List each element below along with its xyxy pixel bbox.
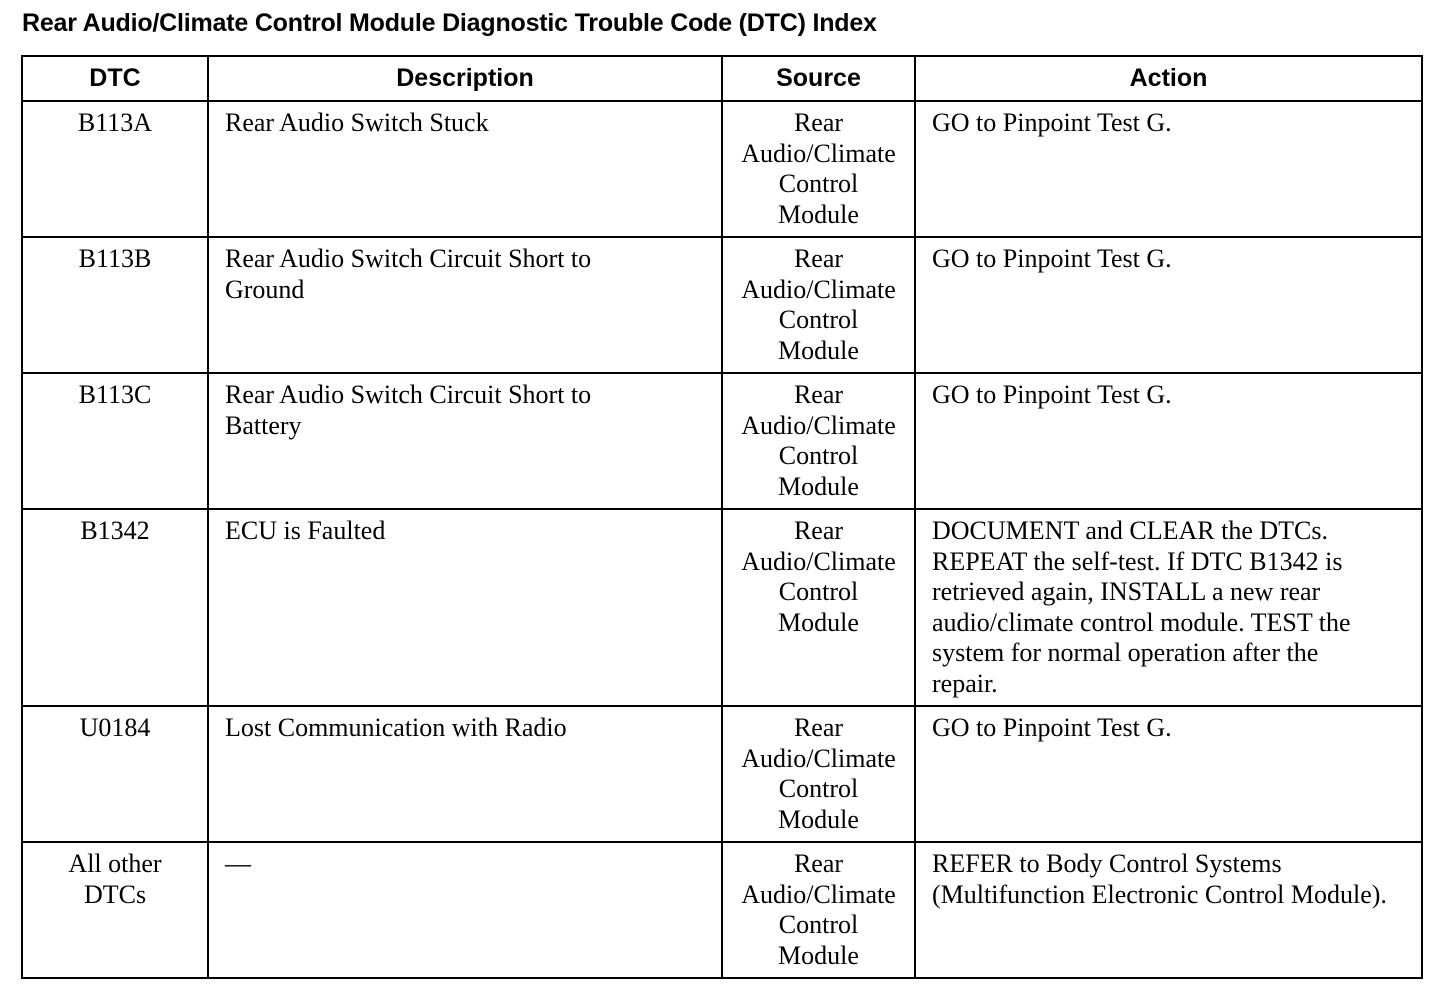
dtc-description: Rear Audio Switch Circuit Short to Ground [225, 244, 592, 304]
dtc-code: U0184 [79, 713, 151, 742]
description-cell [208, 373, 722, 509]
table-row [22, 509, 1422, 706]
dtc-index-table [21, 55, 1423, 979]
dtc-description: ECU is Faulted [225, 516, 386, 545]
dtc-description: Lost Communication with Radio [225, 713, 567, 742]
dtc-action: GO to Pinpoint Test G. [932, 108, 1172, 137]
dtc-code: B1342 [80, 516, 150, 545]
source-cell [722, 706, 915, 842]
dtc-description: Rear Audio Switch Circuit Short to Battery [225, 380, 592, 440]
table-row [22, 101, 1422, 237]
action-cell [915, 373, 1422, 509]
header-action: Action [915, 56, 1422, 101]
source-cell [722, 237, 915, 373]
dtc-code-cell [22, 101, 208, 237]
description-cell [208, 509, 722, 706]
table-header-row [22, 56, 1422, 101]
description-cell [208, 706, 722, 842]
dtc-action: GO to Pinpoint Test G. [932, 244, 1172, 273]
action-cell [915, 842, 1422, 978]
dtc-description: Rear Audio Switch Stuck [225, 108, 489, 137]
dtc-source: Rear Audio/Climate Control Module [741, 108, 896, 229]
table-row [22, 842, 1422, 978]
dtc-source: Rear Audio/Climate Control Module [741, 849, 896, 970]
action-cell [915, 237, 1422, 373]
dtc-code-cell [22, 373, 208, 509]
dtc-code: B113C [78, 380, 152, 409]
source-cell [722, 842, 915, 978]
header-source: Source [722, 56, 915, 101]
source-cell [722, 373, 915, 509]
dtc-action: GO to Pinpoint Test G. [932, 713, 1172, 742]
table-row [22, 706, 1422, 842]
action-cell [915, 706, 1422, 842]
dtc-source: Rear Audio/Climate Control Module [741, 244, 896, 365]
action-cell [915, 509, 1422, 706]
dtc-code-cell [22, 706, 208, 842]
dtc-action: REFER to Body Control Systems (Multifunction Electronic Control Module). [932, 849, 1387, 909]
dtc-code-cell [22, 842, 208, 978]
description-cell [208, 842, 722, 978]
dtc-source: Rear Audio/Climate Control Module [741, 380, 896, 501]
dtc-code: All other DTCs [68, 849, 162, 909]
dtc-source: Rear Audio/Climate Control Module [741, 516, 896, 637]
dtc-code-cell [22, 509, 208, 706]
description-cell [208, 101, 722, 237]
dtc-action: DOCUMENT and CLEAR the DTCs. REPEAT the self-test. If DTC B1342 is retrieved again, INSTALL a new rear audio/climate control module. TEST the system for normal operation after the repair. [932, 516, 1351, 698]
action-cell [915, 101, 1422, 237]
source-cell [722, 101, 915, 237]
dtc-description: — [225, 849, 251, 878]
dtc-code-cell [22, 237, 208, 373]
description-cell [208, 237, 722, 373]
header-dtc: DTC [22, 56, 208, 101]
header-description: Description [208, 56, 722, 101]
table-row [22, 373, 1422, 509]
table-row [22, 237, 1422, 373]
source-cell [722, 509, 915, 706]
dtc-code: B113B [78, 244, 152, 273]
dtc-action: GO to Pinpoint Test G. [932, 380, 1172, 409]
dtc-code: B113A [77, 108, 153, 137]
page-title: Rear Audio/Climate Control Module Diagnostic Trouble Code (DTC) Index [22, 9, 877, 37]
dtc-source: Rear Audio/Climate Control Module [741, 713, 896, 834]
